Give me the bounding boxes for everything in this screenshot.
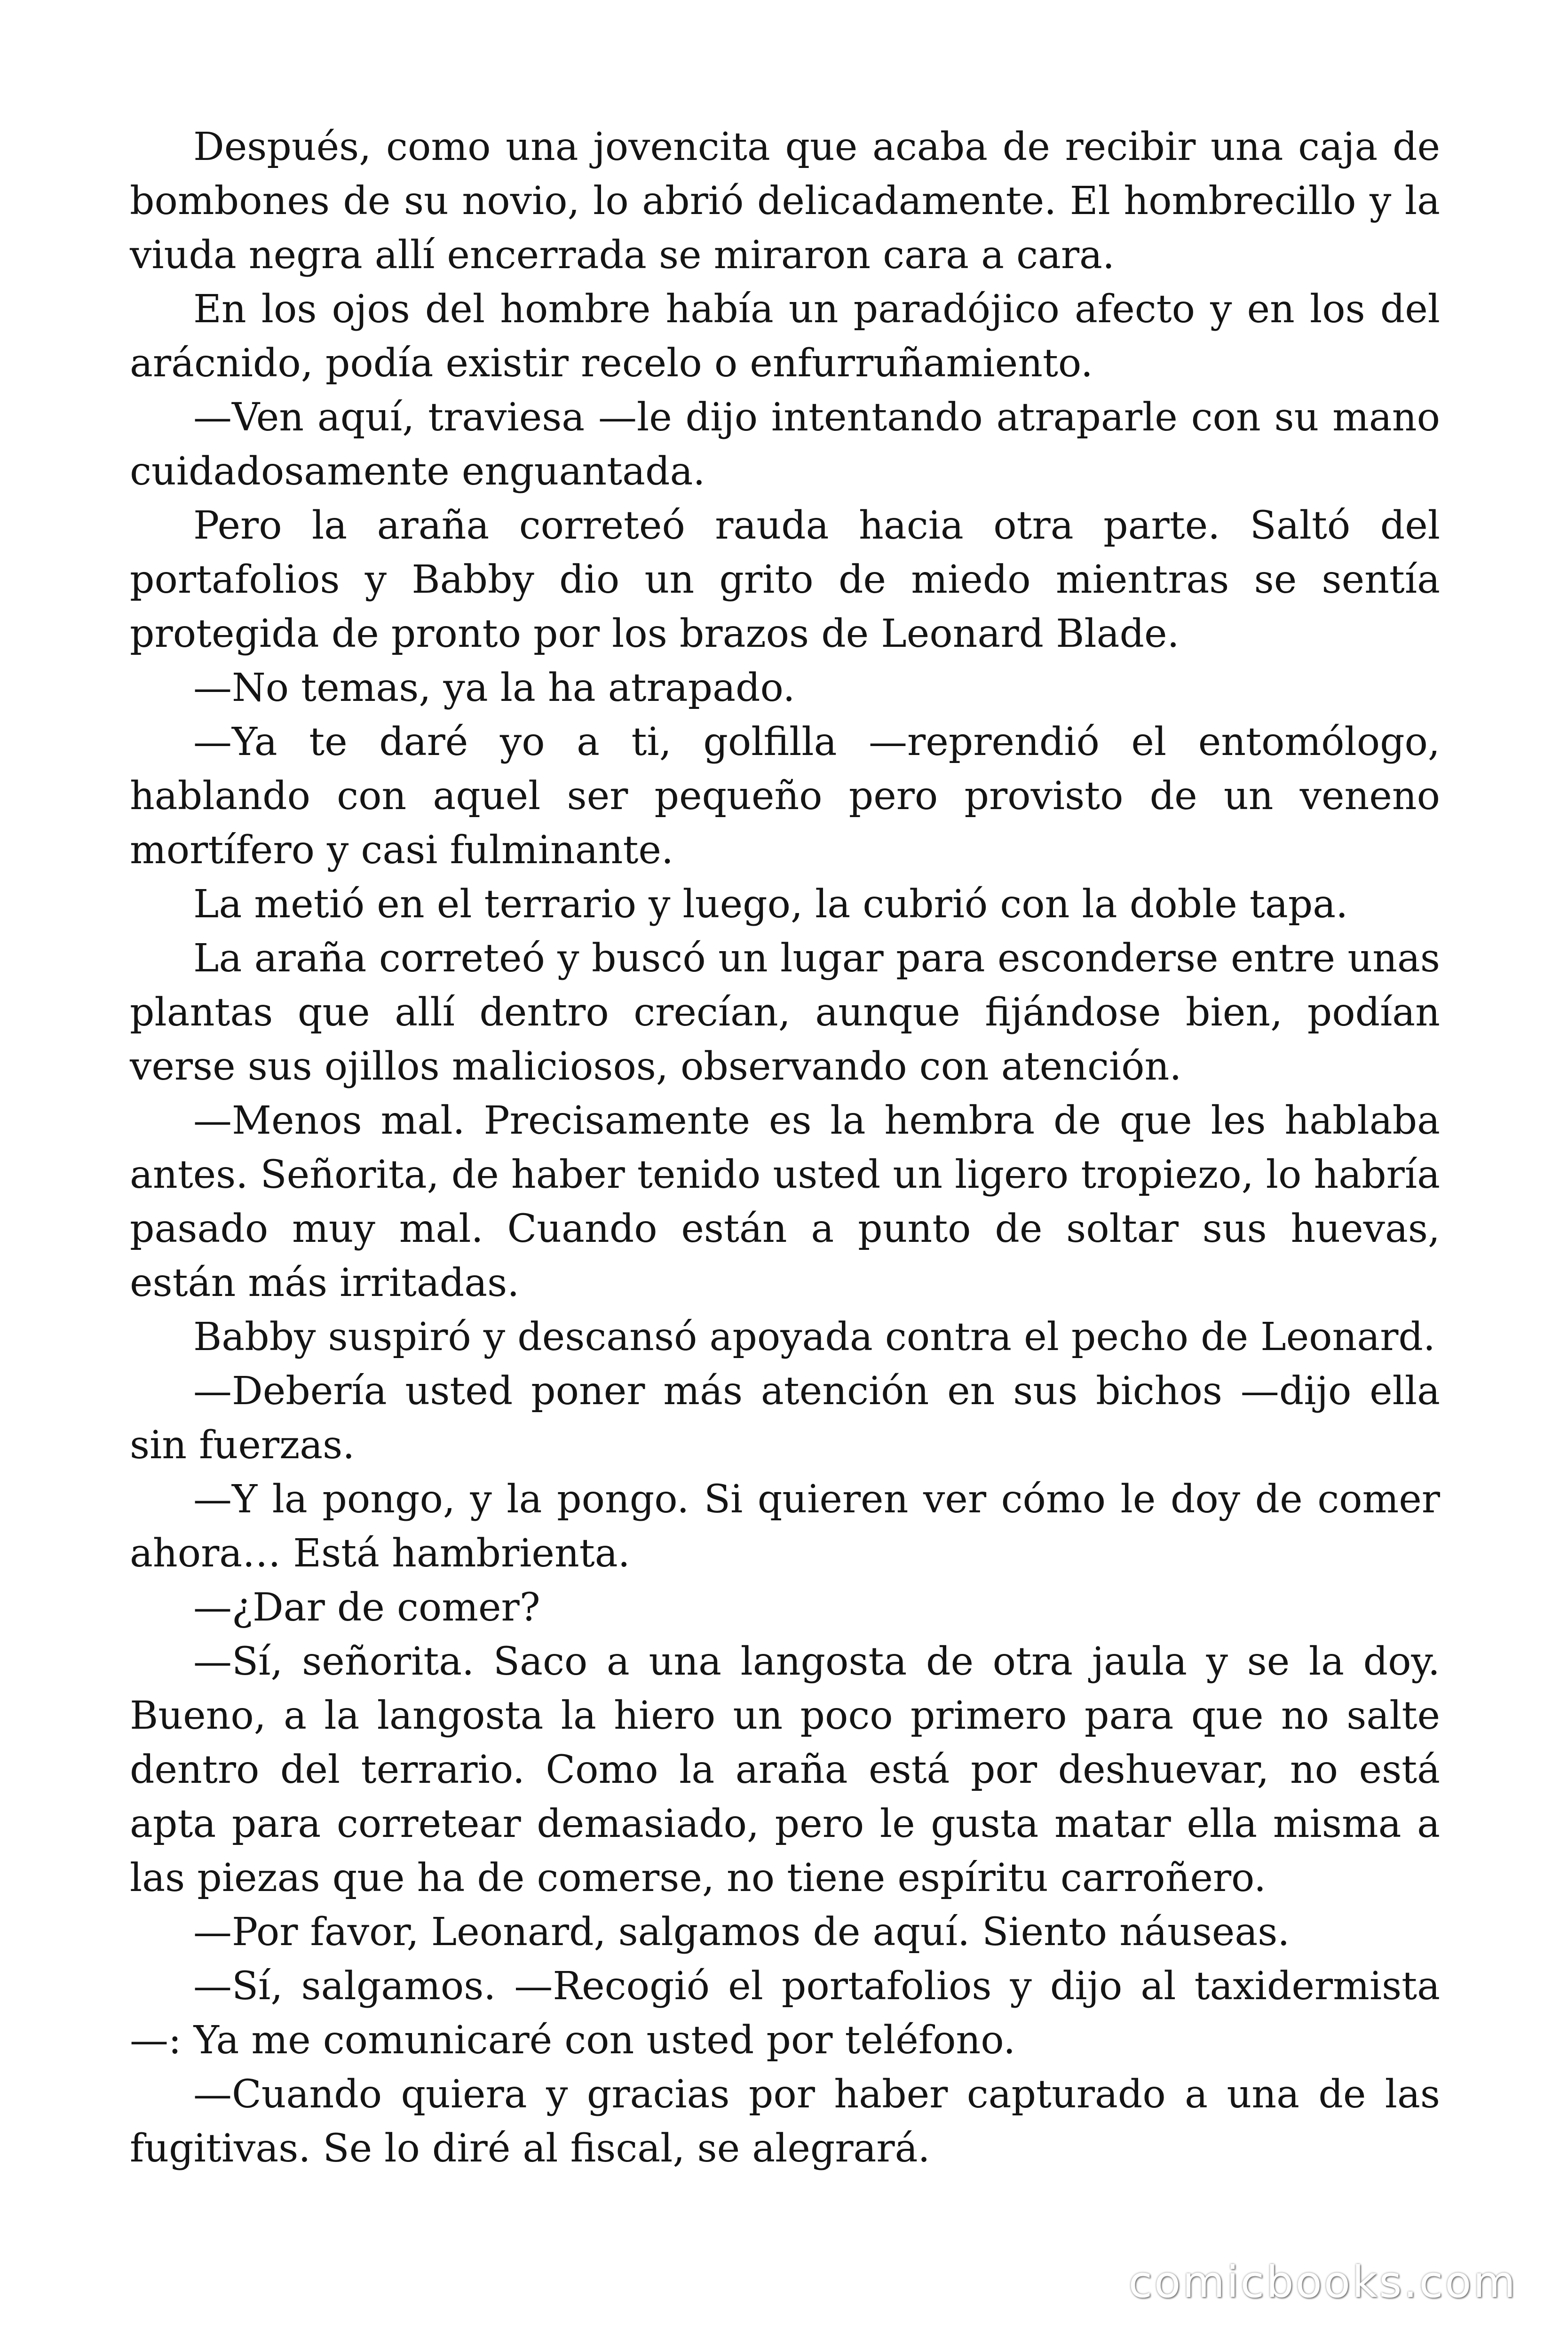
paragraph: —Sí, señorita. Saco a una langosta de otra jaula y se la doy. Bueno, a la langosta la hiero un poco primero para que no salte dentro del terrario. Como la araña está por deshuevar, no está apta para corretear demasiado, pero le gusta matar ella misma a las piezas que ha de comerse, no tiene espíritu carroñero.: [130, 1639, 1440, 1900]
watermark: comicbooks.com: [1128, 2257, 1517, 2307]
paragraph: Babby suspiró y descansó apoyada contra el pecho de Leonard.: [193, 1315, 1435, 1359]
paragraph: —Ven aquí, traviesa —le dijo intentando atraparle con su mano cuidadosamente enguantada.: [130, 395, 1440, 494]
paragraph: —Menos mal. Precisamente es la hembra de que les hablaba antes. Señorita, de haber tenido usted un ligero tropiezo, lo habría pasado muy mal. Cuando están a punto de soltar sus huevas, están más irritadas.: [130, 1098, 1440, 1305]
paragraph: Después, como una jovencita que acaba de recibir una caja de bombones de su novio, lo abrió delicadamente. El hombrecillo y la viuda negra allí encerrada se miraron cara a cara.: [130, 125, 1440, 278]
paragraph: —Cuando quiera y gracias por haber capturado a una de las fugitivas. Se lo diré al fiscal, se alegrará.: [130, 2072, 1440, 2171]
paragraph: —No temas, ya la ha atrapado.: [193, 666, 795, 710]
paragraph: La araña correteó y buscó un lugar para esconderse entre unas plantas que allí dentro crecían, aunque fijándose bien, podían verse sus ojillos maliciosos, observando con atención.: [130, 936, 1440, 1089]
paragraph: —Por favor, Leonard, salgamos de aquí. Siento náuseas.: [193, 1910, 1290, 1955]
paragraph: —¿Dar de comer?: [193, 1585, 540, 1630]
paragraph: —Sí, salgamos. —Recogió el portafolios y dijo al taxidermista—: Ya me comunicaré con usted por teléfono.: [130, 1964, 1440, 2063]
paragraph: —Y la pongo, y la pongo. Si quieren ver cómo le doy de comer ahora… Está hambrienta.: [130, 1477, 1440, 1576]
paragraph: En los ojos del hombre había un paradójico afecto y en los del arácnido, podía existir recelo o enfurruñamiento.: [130, 287, 1440, 386]
paragraph: Pero la araña correteó rauda hacia otra parte. Saltó del portafolios y Babby dio un grito de miedo mientras se sentía protegida de pronto por los brazos de Leonard Blade.: [130, 503, 1440, 656]
page-body-text: [130, 120, 1440, 2176]
paragraph: La metió en el terrario y luego, la cubrió con la doble tapa.: [193, 882, 1348, 927]
paragraph: —Ya te daré yo a ti, golfilla —reprendió el entomólogo, hablando con aquel ser pequeño pero provisto de un veneno mortífero y casi fulminante.: [130, 720, 1440, 873]
paragraph: —Debería usted poner más atención en sus bichos —dijo ella sin fuerzas.: [130, 1369, 1440, 1468]
